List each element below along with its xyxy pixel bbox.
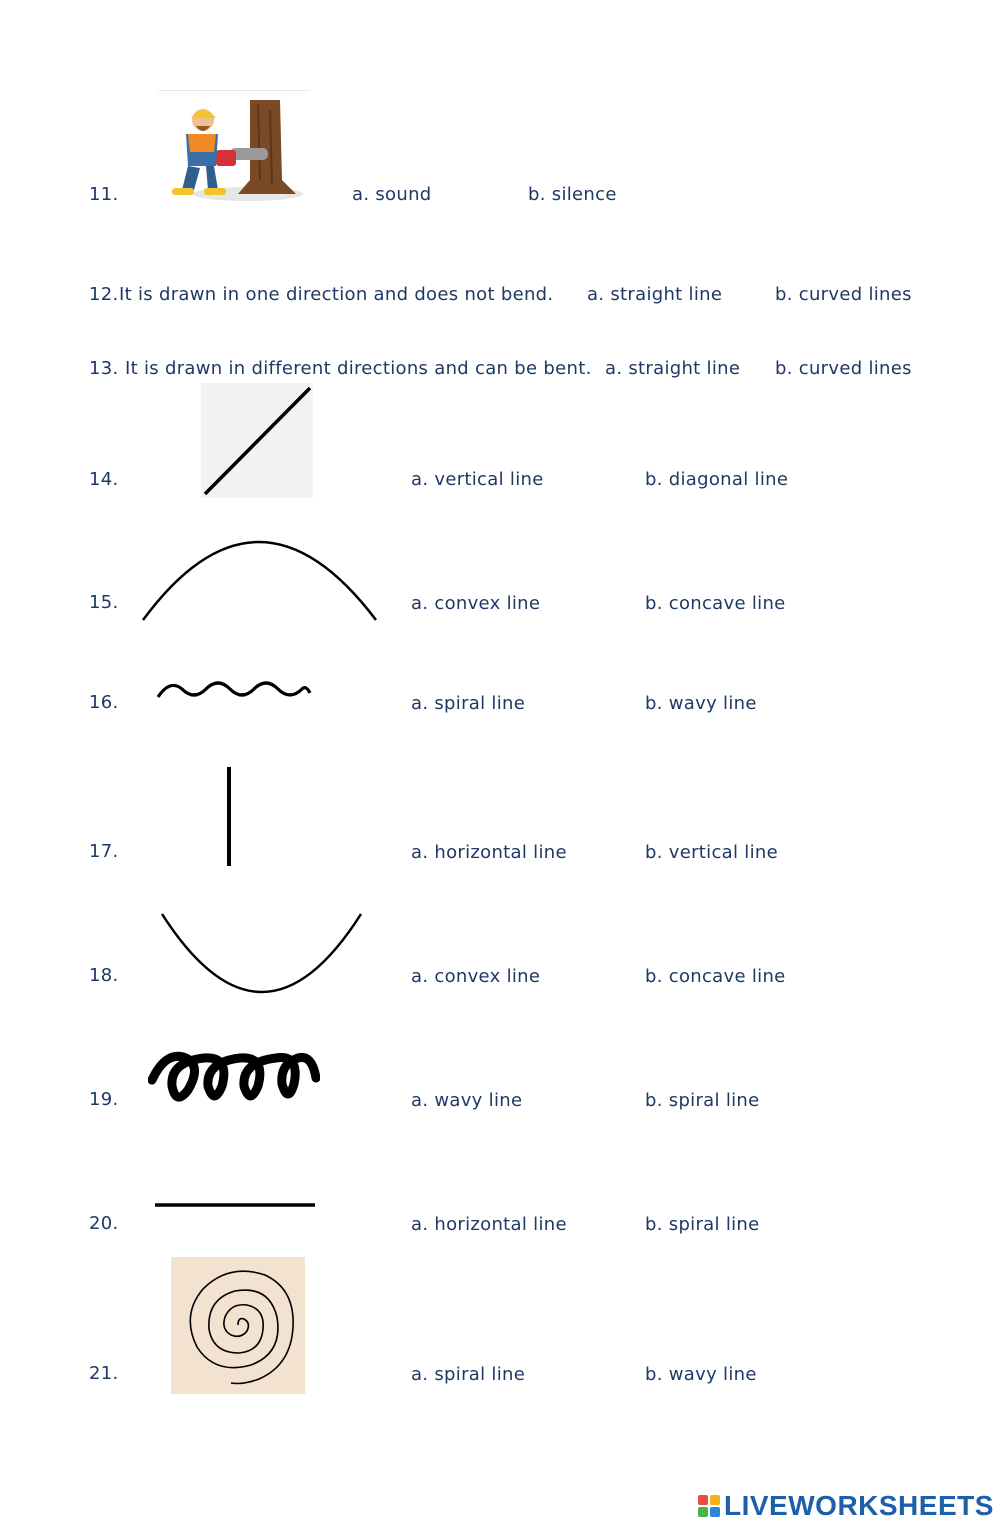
answer-option-a[interactable]: a. spiral line	[411, 693, 526, 714]
answer-option-a[interactable]: a. sound	[352, 184, 432, 205]
answer-option-a[interactable]: a. convex line	[411, 593, 541, 614]
answer-option-b[interactable]: b. spiral line	[645, 1214, 760, 1235]
answer-option-a[interactable]: a. horizontal line	[411, 1214, 567, 1235]
answer-option-b[interactable]: b. vertical line	[645, 842, 778, 863]
answer-option-a[interactable]: a. straight line	[605, 358, 741, 379]
question-number: 12.	[89, 284, 119, 305]
answer-option-b[interactable]: b. spiral line	[645, 1090, 760, 1111]
answer-option-a[interactable]: a. convex line	[411, 966, 541, 987]
question-number: 11.	[89, 184, 119, 205]
convex-arc-icon	[140, 522, 380, 624]
answer-option-b[interactable]: b. wavy line	[645, 1364, 757, 1385]
answer-option-a[interactable]: a. vertical line	[411, 469, 544, 490]
question-number: 18.	[89, 965, 119, 986]
question-number: 14.	[89, 469, 119, 490]
question-number: 17.	[89, 841, 119, 862]
coil-spiral-line-icon	[148, 1048, 320, 1106]
question-number: 15.	[89, 592, 119, 613]
answer-option-a[interactable]: a. straight line	[587, 284, 723, 305]
question-prompt: It is drawn in one direction and does not bend.	[119, 284, 554, 305]
logo-blocks-icon	[698, 1495, 720, 1517]
question-number: 16.	[89, 692, 119, 713]
wavy-line-icon	[156, 676, 312, 706]
answer-option-b[interactable]: b. curved lines	[775, 358, 912, 379]
vertical-line-icon	[224, 766, 234, 868]
horizontal-line-icon	[153, 1200, 317, 1210]
lumberjack-chainsaw-tree-icon	[158, 90, 310, 204]
answer-option-a[interactable]: a. horizontal line	[411, 842, 567, 863]
question-number: 13.	[89, 358, 119, 379]
answer-option-b[interactable]: b. curved lines	[775, 284, 912, 305]
question-number: 19.	[89, 1089, 119, 1110]
spiral-icon	[171, 1257, 305, 1394]
answer-option-b[interactable]: b. silence	[528, 184, 617, 205]
answer-option-b[interactable]: b. concave line	[645, 593, 786, 614]
answer-option-b[interactable]: b. diagonal line	[645, 469, 789, 490]
diagonal-line-icon	[201, 383, 313, 498]
question-prompt: It is drawn in different directions and can be bent.	[125, 358, 592, 379]
answer-option-b[interactable]: b. wavy line	[645, 693, 757, 714]
question-number: 20.	[89, 1213, 119, 1234]
liveworksheets-logo[interactable]	[698, 1490, 994, 1522]
question-number: 21.	[89, 1363, 119, 1384]
answer-option-a[interactable]: a. spiral line	[411, 1364, 526, 1385]
answer-option-b[interactable]: b. concave line	[645, 966, 786, 987]
answer-option-a[interactable]: a. wavy line	[411, 1090, 523, 1111]
logo-text: LIVEWORKSHEETS	[724, 1490, 994, 1521]
concave-arc-icon	[158, 910, 366, 998]
